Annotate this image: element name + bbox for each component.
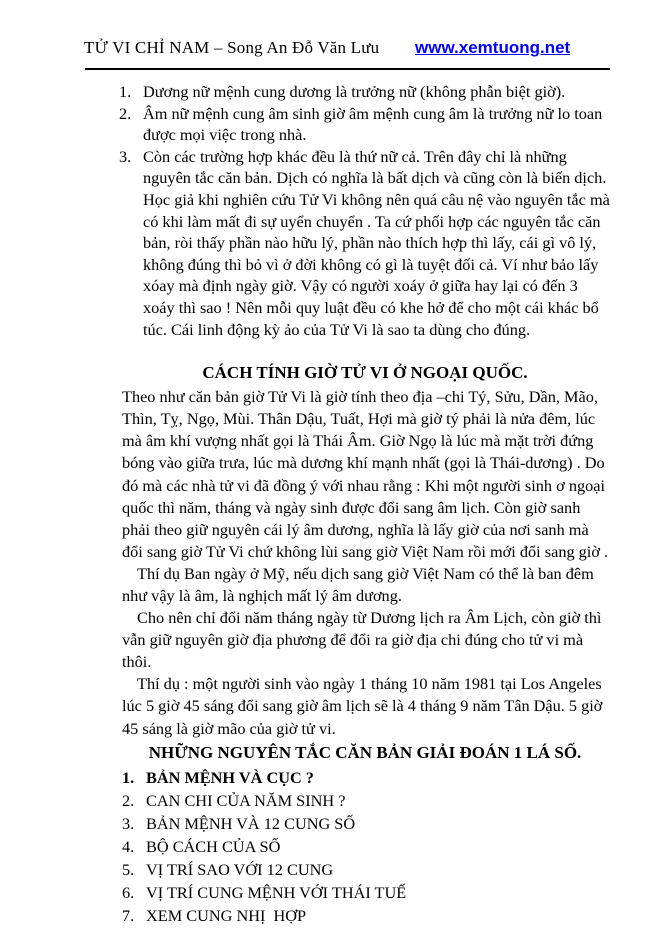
list-item: Dương nữ mệnh cung dương là trưởng nữ (không phẫn biệt giờ).	[143, 82, 566, 101]
list-item: VỊ TRÍ CUNG MỆNH VỚI THÁI TUẾ	[146, 882, 407, 902]
list-item: CAN CHI CỦA NĂM SINH ?	[146, 790, 346, 810]
intro-rules-list	[117, 81, 613, 340]
page-body	[117, 81, 613, 927]
paragraph: Thí dụ : một người sinh vào ngày 1 tháng 10 năm 1981 tại Los Angeles lúc 5 giờ 45 sáng đổi sang giờ âm lịch sẽ là 4 tháng 9 năm Tân Dậu. 5 giờ 45 sáng là giờ mão của giờ tử vi.	[122, 674, 603, 738]
list-item: BỘ CÁCH CỦA SỐ	[146, 836, 281, 856]
list-item: BẢN MỆNH VÀ 12 CUNG SỐ	[146, 813, 356, 833]
paragraph: Cho nên chỉ đổi năm tháng ngày từ Dương lịch ra Âm Lịch, còn giờ thì vẫn giữ nguyên giờ địa phương để đổi ra giờ địa chi đúng cho tử vi mà thôi.	[122, 608, 602, 672]
header-divider	[85, 68, 610, 70]
principles-list	[122, 766, 613, 927]
section-heading-principles: NHỮNG NGUYÊN TẮC CĂN BẢN GIẢI ĐOÁN 1 LÁ SỐ.	[148, 742, 582, 762]
list-item: BẢN MỆNH VÀ CỤC ?	[146, 767, 314, 787]
document-title: TỬ VI CHỈ NAM – Song An Đỗ Văn Lưu	[84, 38, 380, 57]
list-item: Âm nữ mệnh cung âm sinh giờ âm mệnh cung âm là trưởng nữ lo toan được mọi việc trong nhà.	[143, 103, 603, 145]
website-link[interactable]: www.xemtuong.net	[415, 38, 571, 57]
list-item: XEM CUNG NHỊ HỢP	[146, 905, 307, 925]
paragraph: Thí dụ Ban ngày ở Mỹ, nếu dịch sang giờ Việt Nam có thể là ban đêm như vậy là âm, là nghịch mất lý âm dương.	[122, 563, 594, 605]
paragraph: Theo như căn bản giờ Tử Vi là giờ tính theo địa –chi Tý, Sửu, Dần, Mão, Thìn, Tỵ, Ngọ, Mùi. Thân Dậu, Tuất, Hợi mà giờ tý phải là nửa đêm, lúc mà âm khí vượng nhất gọi là Thái Âm. Giờ Ngọ là lúc mà mặt trời đứng bóng vào giữa trưa, lúc mà dương khí mạnh nhất (gọi là Thái-dương) . Do đó mà các nhà tử vi đã đồng ý với nhau rằng : Khi một người sinh ơ ngoại quốc thì năm, tháng và ngày sinh được đổi sang âm lịch. Còn giờ sanh phải theo giữ nguyên cái lý âm dương, nghĩa là lấy giờ của nơi sanh mà đổi sang giờ Tử Vi chứ không lùi sang giờ Việt Nam rồi mới đổi sang giờ .	[122, 387, 609, 561]
list-item: Còn các trường hợp khác đều là thứ nữ cả. Trên đây chỉ là những nguyên tắc căn bản. Dịch có nghĩa là bất dịch và cũng còn là biến dịch. Học giả khi nghiên cứu Tử Vi không nên quá câu nệ vào nguyên tắc mà có khi làm mất đi sự uyển chuyển . Ta cứ phối hợp các nguyên tắc căn bản, ròi thấy phần nào hữu lý, phần nào thích hợp thì lấy, cái gì vô lý, không đúng thì bỏ vì ở đời không có gì là tuyệt đối cả. Ví như bảo lấy xóay mà định ngày giờ. Vậy có người xoáy ở giữa hay lại có đến 3 xoáy thì sao ! Nên mỗi quy luật đều có khe hở để cho một cái khác bổ túc. Cái linh động kỳ ảo của Tử Vi là sao ta dùng cho đúng.	[143, 146, 610, 339]
list-item: VỊ TRÍ SAO VỚI 12 CUNG	[146, 859, 334, 879]
section-heading-foreign-hours: CÁCH TÍNH GIỜ TỬ VI Ở NGOẠI QUỐC.	[202, 363, 528, 383]
